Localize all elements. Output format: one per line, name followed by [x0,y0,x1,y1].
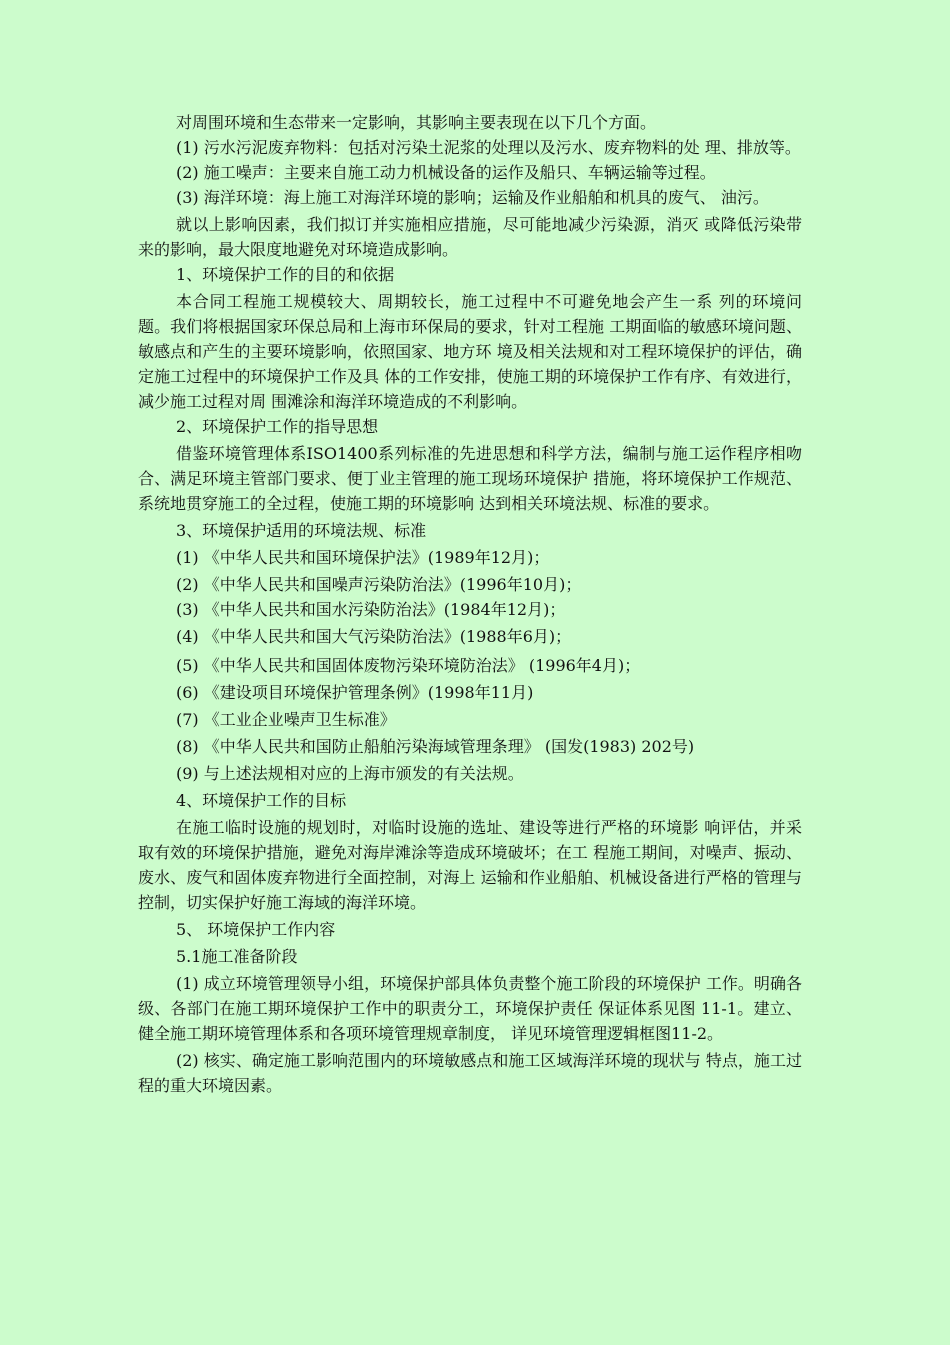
section-heading-5: 5、 环境保护工作内容 [176,920,336,939]
section-heading-3: 3、环境保护适用的环境法规、标准 [176,521,427,540]
impact-item-1: (1) 污水污泥废弃物料：包括对污染土泥浆的处理以及污水、废弃物料的处 理、排放等。 [176,138,801,157]
preparation-item-2: (2) 核实、确定施工影响范围内的环境敏感点和施工区域海洋环境的现状与 特点，施工过程的重大环境因素。 [138,1051,802,1095]
impact-item-2: (2) 施工噪声：主要来自施工动力机械设备的运作及船只、车辆运输等过程。 [176,163,716,182]
regulation-item-5: (5) 《中华人民共和国固体废物污染环境防治法》 (1996年4月)； [176,656,641,675]
preparation-item-1: (1) 成立环境管理领导小组，环境保护部具体负责整个施工阶段的环境保护 工作。明确各级、各部门在施工期环境保护工作中的职责分工，环境保护责任 保证体系见图 11-1。建立、健全施工期环境管理体系和各项环境管理规章制度， 详见环境管理逻辑框图11-2。 [138,974,802,1043]
regulation-item-7: (7) 《工业企业噪声卫生标准》 [176,710,396,729]
regulation-item-1: (1) 《中华人民共和国环境保护法》(1989年12月)； [176,548,550,567]
regulation-item-6: (6) 《建设项目环境保护管理条例》(1998年11月) [176,683,534,702]
document-body [138,110,802,1098]
section-4-body: 在施工临时设施的规划时，对临时设施的选址、建设等进行严格的环境影 响评估，并采取有效的环境保护措施，避免对海岸滩涂等造成环境破坏；在工 程施工期间，对噪声、振动、废水、废气和固体废弃物进行全面控制，对海上 运输和作业船舶、机械设备进行严格的管理与控制，切实保护好施工海域的海洋环境。 [138,818,802,912]
intro-paragraph: 对周围环境和生态带来一定影响，其影响主要表现在以下几个方面。 [176,113,657,132]
section-heading-2: 2、环境保护工作的指导思想 [176,417,379,436]
section-2-body: 借鉴环境管理体系ISO1400系列标准的先进思想和科学方法，编制与施工运作程序相吻合、满足环境主管部门要求、便丁业主管理的施工现场环境保护 措施，将环境保护工作规范、系统地贯穿施工的全过程，使施工期的环境影响 达到相关环境法规、标准的要求。 [138,444,802,513]
regulation-item-3: (3) 《中华人民共和国水污染防治法》(1984年12月)； [176,600,566,619]
section-1-body: 本合同工程施工规模较大、周期较长，施工过程中不可避免地会产生一系 列的环境问题。我们将根据国家环保总局和上海市环保局的要求，针对工程施 工期面临的敏感环境问题、敏感点和产生的主要环境影响，依照国家、地方环 境及相关法规和对工程环境保护的评估，确定施工过程中的环境保护工作及具 体的工作安排，使施工期的环境保护工作有序、有效进行，减少施工过程对周 围滩涂和海洋环境造成的不利影响。 [138,292,802,411]
section-heading-1: 1、环境保护工作的目的和依据 [176,265,395,284]
regulation-item-8: (8) 《中华人民共和国防止船舶污染海域管理条理》 (国发(1983) 202号) [176,737,695,756]
regulation-item-2: (2) 《中华人民共和国噪声污染防治法》(1996年10月)； [176,575,582,594]
measures-paragraph: 就以上影响因素，我们拟订并实施相应措施，尽可能地减少污染源，消灭 或降低污染带来的影响，最大限度地避免对环境造成影响。 [138,215,802,259]
impact-item-3: (3) 海洋环境：海上施工对海洋环境的影响；运输及作业船舶和机具的废气、 油污。 [176,188,769,207]
regulation-item-9: (9) 与上述法规相对应的上海市颁发的有关法规。 [176,764,524,783]
section-heading-4: 4、环境保护工作的目标 [176,791,347,810]
subsection-heading-5-1: 5.1施工准备阶段 [176,947,298,966]
regulation-item-4: (4) 《中华人民共和国大气污染防治法》(1988年6月)； [176,627,572,646]
